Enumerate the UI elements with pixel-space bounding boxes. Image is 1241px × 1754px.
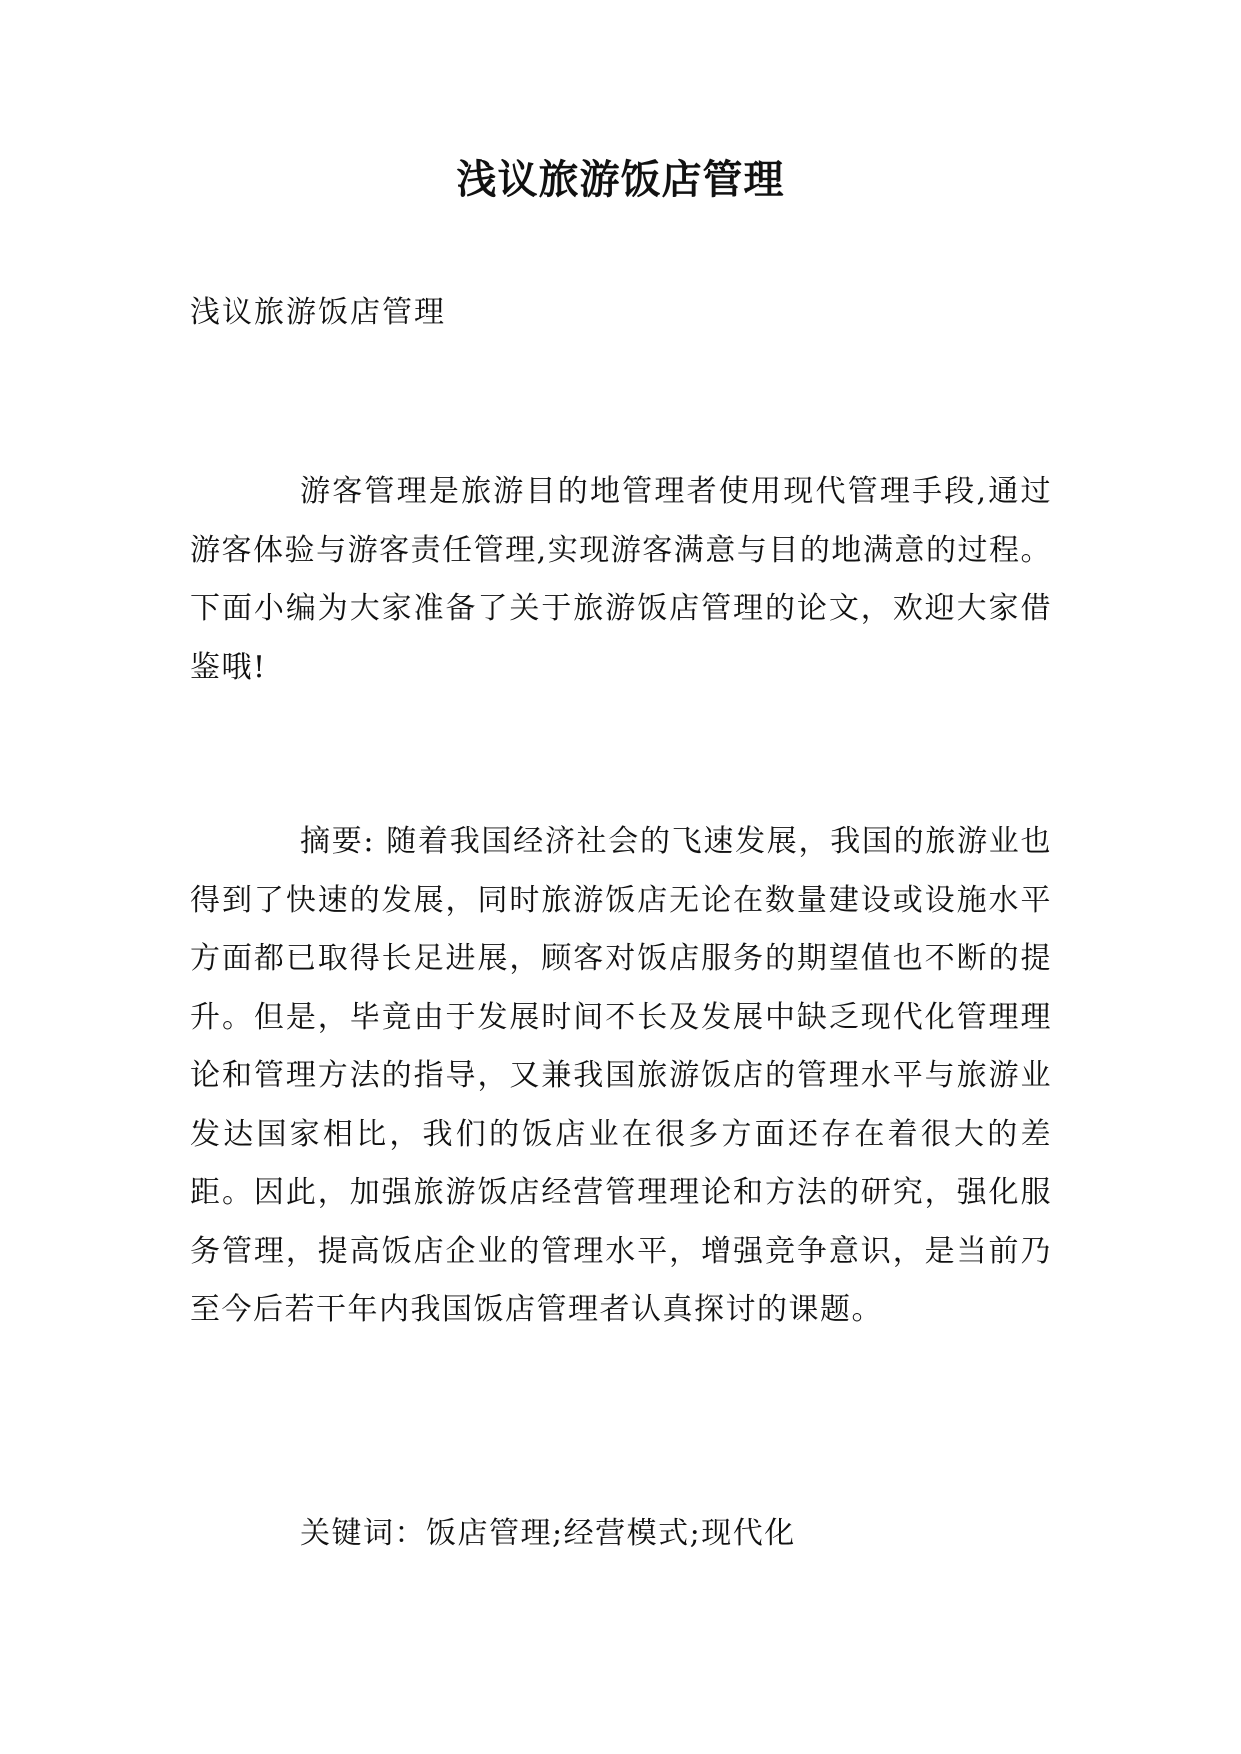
keywords-line: 关键词：饭店管理;经营模式;现代化	[300, 1516, 796, 1551]
intro-paragraph: 游客管理是旅游目的地管理者使用现代管理手段,通过游客体验与游客责任管理,实现游客满意与目的地满意的过程。下面小编为大家准备了关于旅游饭店管理的论文，欢迎大家借鉴哦!	[190, 474, 1052, 685]
document-title: 浅议旅游饭店管理	[456, 156, 785, 203]
document-subtitle: 浅议旅游饭店管理	[190, 295, 446, 330]
abstract-paragraph: 摘要: 随着我国经济社会的飞速发展，我国的旅游业也得到了快速的发展，同时旅游饭店无论在数量建设或设施水平方面都已取得长足进展，顾客对饭店服务的期望值也不断的提升。但是，毕竟由于发展时间不长及发展中缺乏现代化管理理论和管理方法的指导，又兼我国旅游饭店的管理水平与旅游业发达国家相比，我们的饭店业在很多方面还存在着很大的差距。因此，加强旅游饭店经营管理理论和方法的研究，强化服务管理，提高饭店企业的管理水平，增强竞争意识，是当前乃至今后若干年内我国饭店管理者认真探讨的课题。	[190, 824, 1052, 1327]
